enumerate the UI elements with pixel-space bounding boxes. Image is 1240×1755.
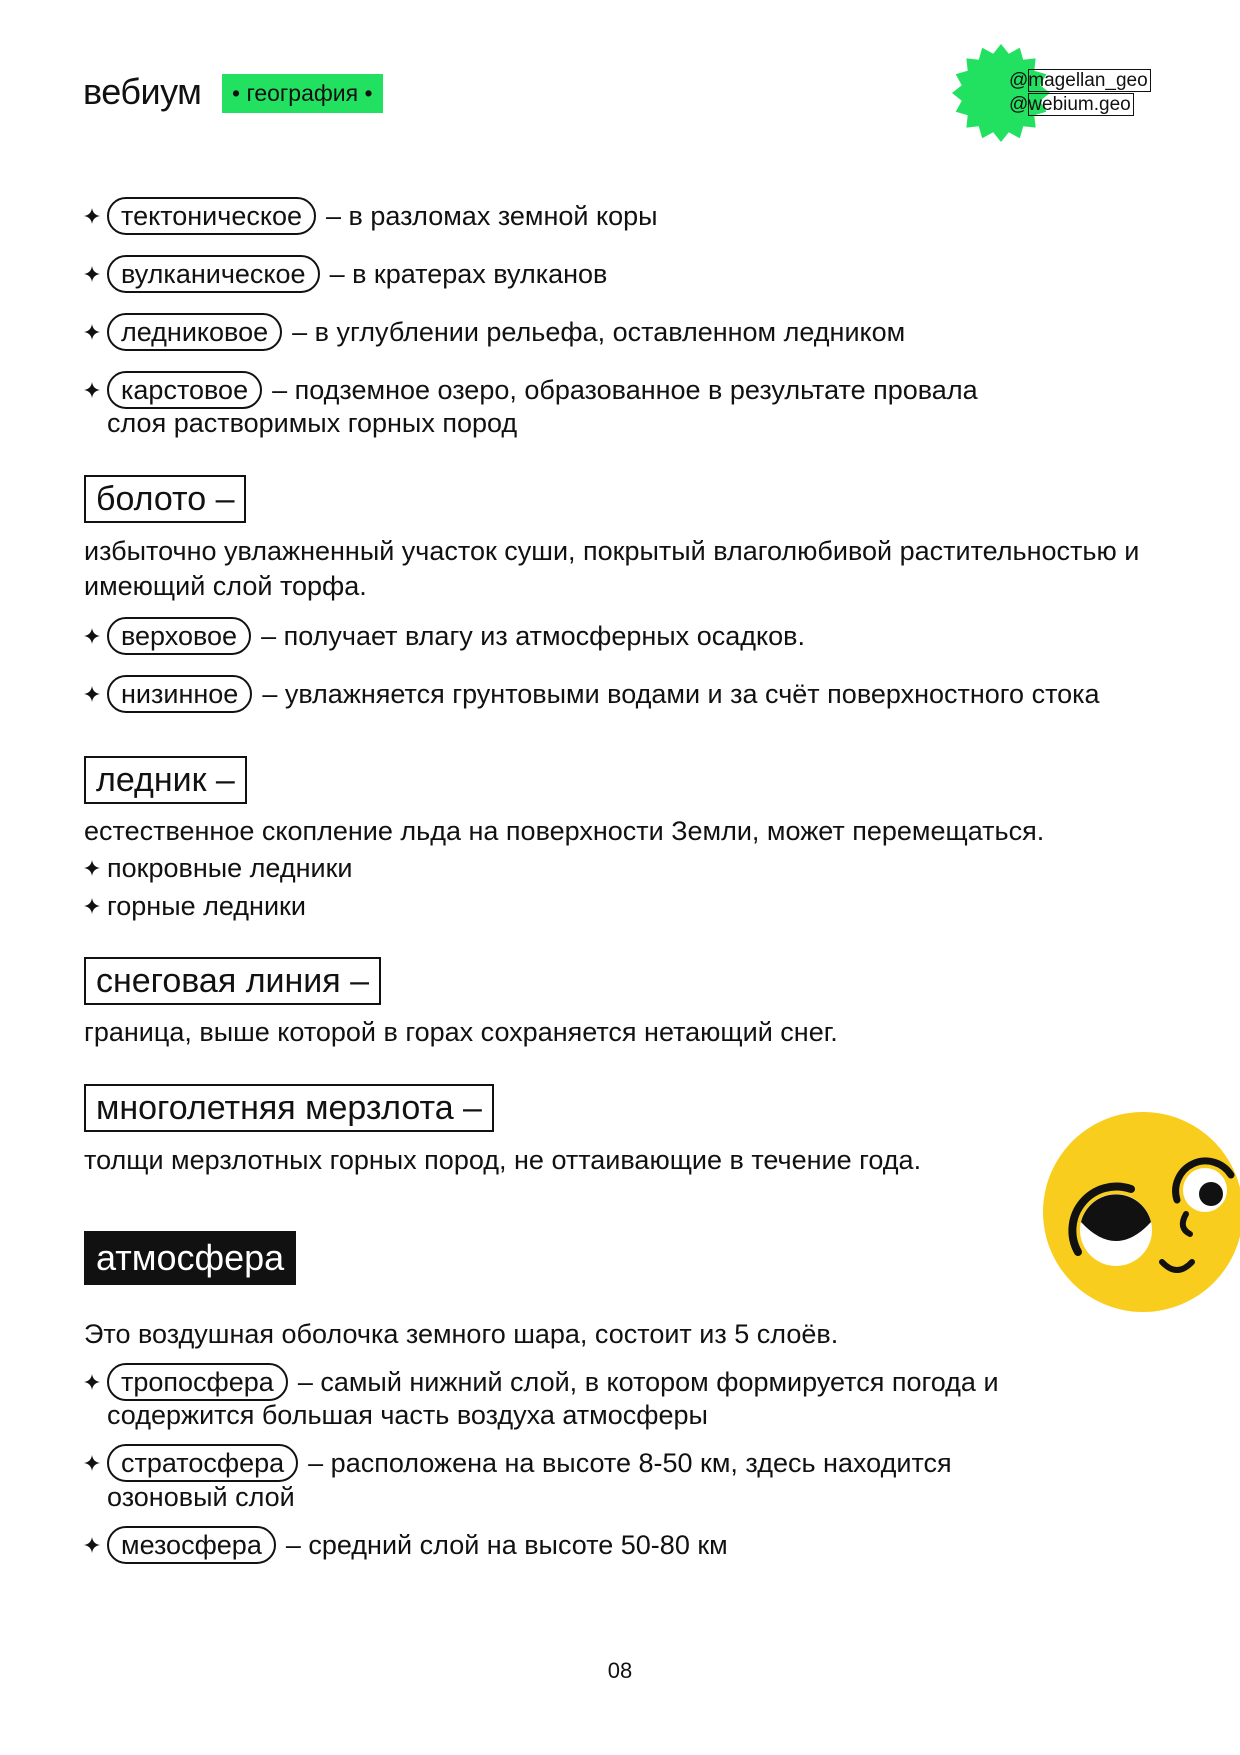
section-title: атмосфера — [84, 1231, 296, 1285]
definition-line: избыточно увлажненный участок суши, покрытый влаголюбивой растительностью и — [84, 536, 1140, 566]
term-pill: верховое — [107, 617, 251, 655]
term-heading: болото – — [84, 475, 246, 523]
sparkle-star-icon — [84, 382, 100, 398]
sparkle-star-icon — [84, 628, 100, 644]
list-item-text: покровные ледники — [107, 853, 353, 883]
definition-line: естественное скопление льда на поверхности Земли, может перемещаться. — [84, 816, 1045, 846]
list-item — [84, 313, 905, 351]
list-item — [84, 617, 805, 655]
term-heading: снеговая линия – — [84, 957, 381, 1005]
term-description: – получает влагу из атмосферных осадков. — [261, 621, 805, 651]
sparkle-star-icon — [84, 324, 100, 340]
term-description: – в разломах земной коры — [326, 201, 658, 231]
list-item — [84, 849, 352, 887]
section-intro: Это воздушная оболочка земного шара, состоит из 5 слоёв. — [84, 1319, 839, 1349]
list-item — [84, 675, 1100, 713]
brand-logo: вебиум — [83, 71, 202, 112]
handle-link-webium[interactable]: @webium.geo — [1009, 94, 1131, 115]
list-item — [84, 1526, 728, 1564]
definition-line: толщи мерзлотных горных пород, не оттаивающие в течение года. — [84, 1145, 922, 1175]
term-heading: многолетняя мерзлота – — [84, 1084, 494, 1132]
term-pill: тропосфера — [107, 1363, 288, 1401]
term-pill: ледниковое — [107, 313, 282, 351]
term-description: – подземное озеро, образованное в результате провала — [272, 375, 978, 405]
sparkle-star-icon — [84, 1374, 100, 1390]
term-pill: вулканическое — [107, 255, 320, 293]
term-pill: стратосфера — [107, 1444, 298, 1482]
list-item — [84, 1444, 952, 1482]
term-pill: мезосфера — [107, 1526, 276, 1564]
sparkle-star-icon — [84, 1537, 100, 1553]
handle-link-magellan[interactable]: @magellan_geo — [1009, 70, 1148, 91]
list-item — [84, 371, 978, 409]
smiling-face-mascot-icon — [1040, 1110, 1240, 1320]
list-item — [84, 1363, 999, 1401]
list-item — [84, 197, 658, 235]
term-description: – средний слой на высоте 50-80 км — [285, 1530, 728, 1560]
page-number: 08 — [607, 1658, 633, 1683]
term-description: – в углублении рельефа, оставленном ледником — [292, 317, 906, 347]
sparkle-star-icon — [84, 266, 100, 282]
list-item — [84, 887, 306, 925]
term-description: – расположена на высоте 8-50 км, здесь находится — [308, 1448, 952, 1478]
sparkle-star-icon — [84, 860, 100, 876]
sparkle-star-icon — [84, 686, 100, 702]
definition-line: граница, выше которой в горах сохраняется нетающий снег. — [84, 1017, 838, 1047]
sparkle-star-icon — [84, 1455, 100, 1471]
term-description: – в кратерах вулканов — [329, 259, 608, 289]
sparkle-star-icon — [84, 208, 100, 224]
term-description-continued: содержится большая часть воздуха атмосферы — [107, 1400, 708, 1430]
term-pill: карстовое — [107, 371, 262, 409]
term-description: – самый нижний слой, в котором формируется погода и — [297, 1367, 999, 1397]
sparkle-star-icon — [84, 898, 100, 914]
term-description: – увлажняется грунтовыми водами и за счёт поверхностного стока — [262, 679, 1100, 709]
term-description-continued: озоновый слой — [107, 1482, 295, 1512]
list-item — [84, 255, 607, 293]
term-heading: ледник – — [84, 756, 247, 804]
term-pill: низинное — [107, 675, 252, 713]
subject-badge: • география • — [222, 74, 383, 113]
term-pill: тектоническое — [107, 197, 316, 235]
definition-line: имеющий слой торфа. — [84, 571, 367, 601]
list-item-text: горные ледники — [107, 891, 306, 921]
term-description-continued: слоя растворимых горных пород — [107, 408, 518, 438]
